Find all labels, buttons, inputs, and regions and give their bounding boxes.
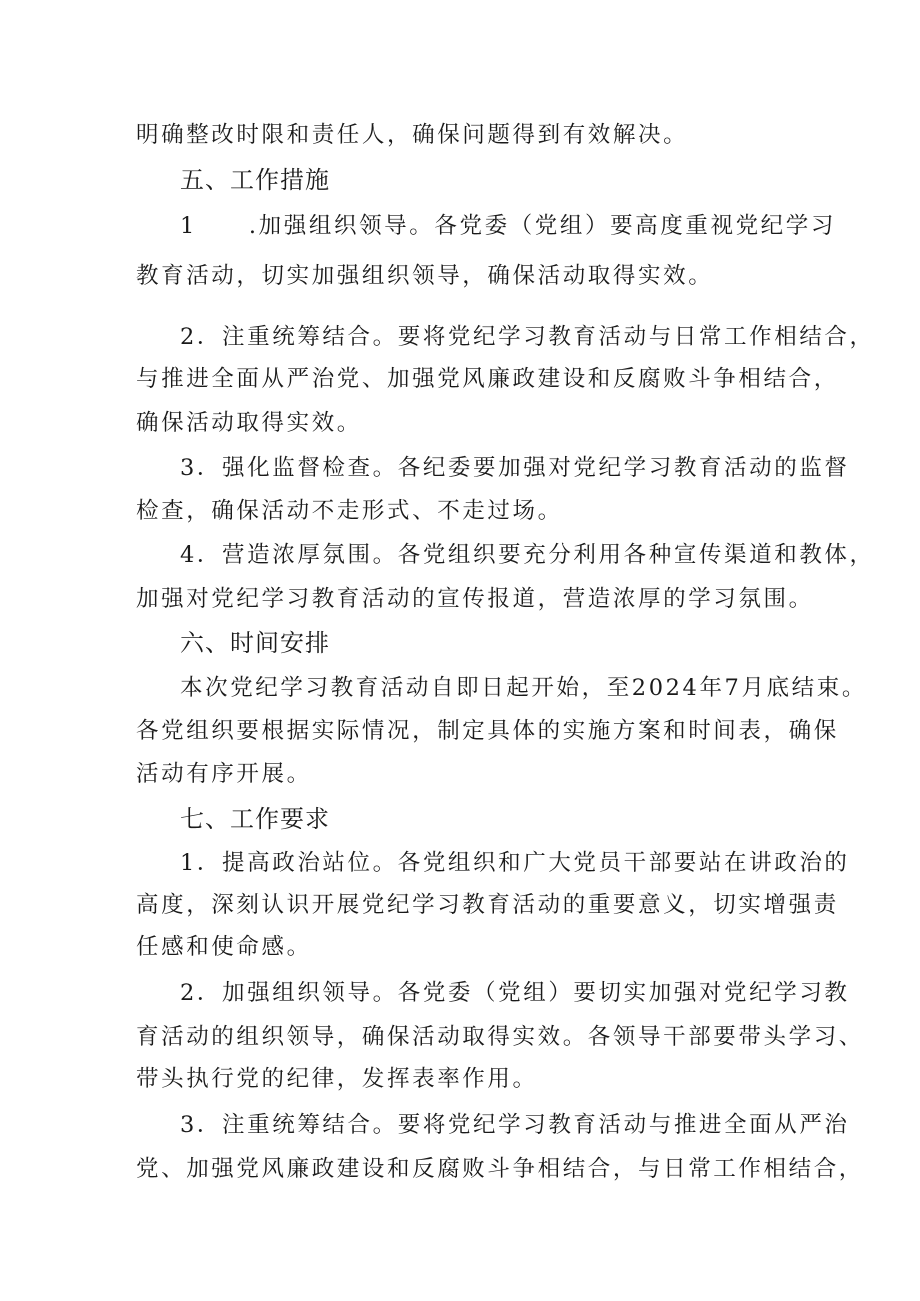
requirements-item-1-line-1: 1．提高政治站位。各党组织和广大党员干部要站在讲政治的 [180,850,850,876]
item-number: 1 [180,213,197,239]
measures-item-4-line-1: 4．营造浓厚氛围。各党组织要充分利用各种宣传渠道和教体， [180,542,875,568]
requirements-item-2-line-1: 2．加强组织领导。各党委（党组）要切实加强对党纪学习教 [180,980,850,1006]
section-heading-measures: 五、工作措施 [180,166,330,194]
section-heading-requirements: 七、工作要求 [180,805,330,833]
measures-item-3-line-1: 3．强化监督检查。各纪委要加强对党纪学习教育活动的监督 [180,455,850,481]
requirements-item-1-line-3: 任感和使命感。 [136,934,312,960]
requirements-item-3-line-1: 3．注重统筹结合。要将党纪学习教育活动与推进全面从严治 [180,1112,850,1138]
measures-item-1-line-2: 教育活动，切实加强组织领导，确保活动取得实效。 [136,263,714,289]
measures-item-2-line-2: 与推进全面从严治党、加强党风廉政建设和反腐败斗争相结合， [136,366,839,392]
requirements-item-3-line-2: 党、加强党风廉政建设和反腐败斗争相结合，与日常工作相结合， [136,1156,864,1182]
requirements-item-2-line-2: 育活动的组织领导，确保活动取得实效。各领导干部要带头学习、 [136,1024,864,1050]
measures-item-3-line-2: 检查，确保活动不走形式、不走过场。 [136,498,563,524]
schedule-line-3: 活动有序开展。 [136,761,312,787]
schedule-line-2: 各党组织要根据实际情况，制定具体的实施方案和时间表，确保 [136,718,839,744]
measures-item-1-line-1 [180,211,836,241]
measures-item-2-line-3: 确保活动取得实效。 [136,410,362,436]
measures-item-2-line-1: 2．注重统筹结合。要将党纪学习教育活动与日常工作相结合， [180,324,875,350]
measures-item-4-line-2: 加强对党纪学习教育活动的宣传报道，营造浓厚的学习氛围。 [136,586,814,612]
schedule-line-1: 本次党纪学习教育活动自即日起开始，至2024年7月底结束。 [180,675,867,701]
section-heading-schedule: 六、时间安排 [180,629,330,657]
requirements-item-1-line-2: 高度，深刻认识开展党纪学习教育活动的重要意义，切实增强责 [136,892,839,918]
paragraph-line: 明确整改时限和责任人，确保问题得到有效解决。 [136,122,689,148]
item-text: .加强组织领导。各党委（党组）要高度重视党纪学习 [248,213,836,239]
requirements-item-2-line-3: 带头执行党的纪律，发挥表率作用。 [136,1066,538,1092]
